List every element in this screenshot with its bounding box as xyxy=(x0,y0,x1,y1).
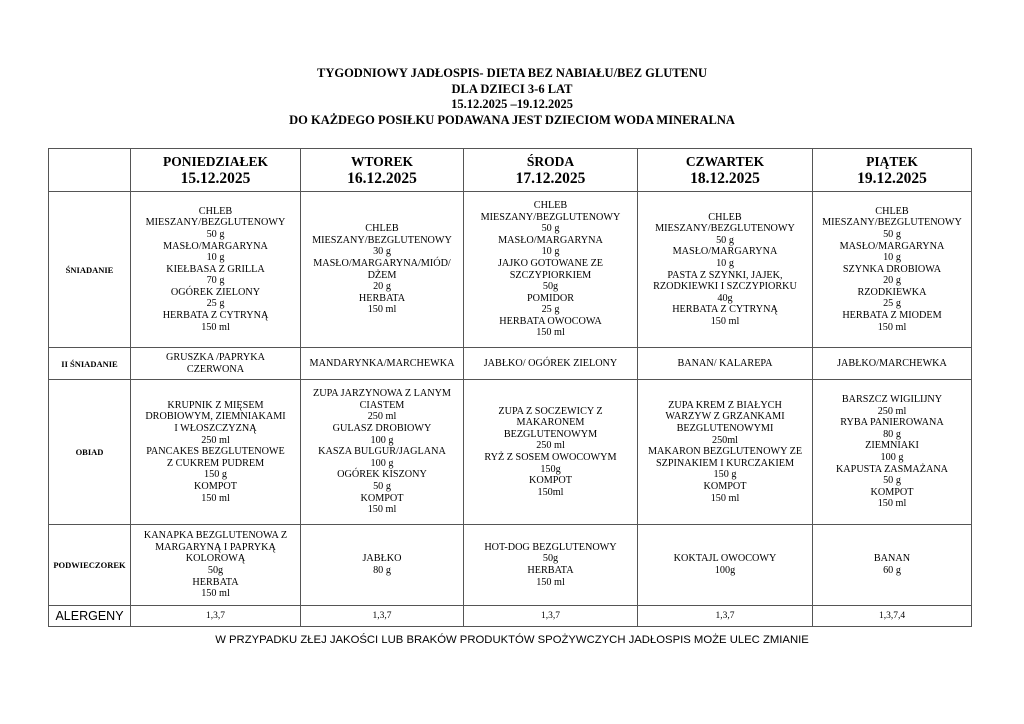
menu-item-line: KANAPKA BEZGLUTENOWA Z xyxy=(143,530,288,542)
menu-item-line: KOMPOT xyxy=(360,492,404,504)
menu-item-line: KAPUSTA ZASMAŻANA xyxy=(835,463,949,475)
menu-item-line: CHLEB xyxy=(533,199,568,211)
menu-item-line: 150 ml xyxy=(710,492,740,504)
menu-item-line: MIESZANY/BEZGLUTENOWY xyxy=(312,234,452,246)
meal-cell xyxy=(301,525,464,606)
menu-item-line: JABŁKO/MARCHEWKA xyxy=(837,357,947,369)
meal-cell xyxy=(638,192,813,348)
menu-item-line: KOMPOT xyxy=(528,475,573,487)
meal-cell xyxy=(638,525,813,606)
meal-cell xyxy=(813,380,972,525)
menu-item-line: HERBATA Z CYTRYNĄ xyxy=(162,310,269,322)
menu-item-line: MIESZANY/BEZGLUTENOWY xyxy=(655,223,795,235)
menu-item-line: OGÓREK KISZONY xyxy=(337,469,427,481)
menu-item-line: 250ml xyxy=(711,434,739,446)
meal-cell xyxy=(131,192,301,348)
menu-item-line: 150 ml xyxy=(877,498,907,510)
menu-item-line: 150 g xyxy=(713,469,737,481)
menu-item-line: 150 ml xyxy=(710,315,740,327)
meal-cell xyxy=(131,525,301,606)
menu-item-line: 10 g xyxy=(716,257,734,269)
day-date: 18.12.2025 xyxy=(690,170,760,187)
menu-item-line: 150 ml xyxy=(367,504,397,516)
menu-item-line: KOMPOT xyxy=(193,480,238,492)
menu-item-line: MAKARON BEZGLUTENOWY ZE xyxy=(647,446,803,458)
menu-item-line: ZIEMNIAKI xyxy=(865,440,919,452)
meal-row-breakfast xyxy=(49,192,972,348)
meal-row-afternoon-snack xyxy=(49,525,972,606)
menu-item-line: DROBIOWYM, ZIEMNIAKAMI xyxy=(145,411,286,423)
menu-item-line: 50 g xyxy=(373,480,391,492)
menu-item-line: 80 g xyxy=(373,565,391,576)
menu-item-line: MAKARONEM xyxy=(516,417,585,429)
meal-cell xyxy=(464,348,638,380)
menu-item-line: 20 g xyxy=(373,281,391,293)
menu-item-line: SZYNKA DROBIOWA xyxy=(842,263,942,275)
menu-item-line: 50 g xyxy=(541,223,560,235)
day-header-wed xyxy=(464,149,638,192)
menu-item-line: GULASZ DROBIOWY xyxy=(332,423,432,435)
day-date: 15.12.2025 xyxy=(180,170,251,187)
menu-item-line: HOT-DOG BEZGLUTENOWY xyxy=(484,541,617,553)
menu-item-line: 40g xyxy=(717,292,733,304)
menu-item-line: 150 ml xyxy=(201,588,230,600)
allergens-value: 1,3,7 xyxy=(301,606,464,627)
menu-item-line: KOMPOT xyxy=(870,486,914,498)
meal-cell xyxy=(301,348,464,380)
day-name: CZWARTEK xyxy=(685,154,765,169)
menu-item-line: 30 g xyxy=(373,246,391,258)
menu-item-line: 10 g xyxy=(883,252,901,264)
footer-note: W PRZYPADKU ZŁEJ JAKOŚCI LUB BRAKÓW PRODUKTÓW SPOŻYWCZYCH JADŁOSPIS MOŻE ULEC ZMIANIE xyxy=(215,634,809,646)
menu-item-line: 150 ml xyxy=(536,327,565,339)
menu-item-line: 250 ml xyxy=(877,405,907,417)
menu-item-line: PASTA Z SZYNKI, JAJEK, xyxy=(667,269,783,281)
menu-item-line: 50 g xyxy=(716,234,734,246)
menu-item-line: 250 ml xyxy=(201,434,230,446)
meal-cell xyxy=(131,380,301,525)
menu-item-line: DŻEM xyxy=(367,269,397,281)
menu-item-line: 100 g xyxy=(880,452,904,463)
meal-cell xyxy=(813,348,972,380)
menu-item-line: 25 g xyxy=(206,298,225,310)
menu-item-line: SZCZYPIORKIEM xyxy=(509,269,592,281)
menu-item-line: 150 ml xyxy=(201,492,230,504)
menu-item-line: RZODKIEWKA xyxy=(857,286,927,298)
menu-item-line: 70 g xyxy=(206,275,225,287)
header-age-group: DLA DZIECI 3-6 LAT xyxy=(451,81,573,96)
menu-item-line: OGÓREK ZIELONY xyxy=(170,286,261,298)
day-name: PONIEDZIAŁEK xyxy=(162,154,269,169)
meal-cell xyxy=(131,348,301,380)
menu-item-line: 50g xyxy=(207,565,224,576)
menu-item-line: MASŁO/MARGARYNA xyxy=(163,240,268,252)
menu-item-line: 50g xyxy=(542,281,559,293)
menu-item-line: BEZGLUTENOWYM xyxy=(503,428,598,440)
menu-item-line: 10 g xyxy=(541,246,560,258)
menu-item-line: 150 ml xyxy=(367,304,397,316)
day-name: PIĄTEK xyxy=(866,154,918,169)
menu-item-line: RYBA PANIEROWANA xyxy=(840,417,944,429)
menu-item-line: KOMPOT xyxy=(703,480,747,492)
menu-item-line: 150 ml xyxy=(536,576,565,588)
menu-item-line: MASŁO/MARGARYNA xyxy=(498,234,603,246)
menu-item-line: CZERWONA xyxy=(186,363,245,375)
menu-item-line: POMIDOR xyxy=(527,292,574,304)
menu-item-line: MIESZANY/BEZGLUTENOWY xyxy=(145,217,286,229)
meal-cell xyxy=(301,380,464,525)
header-water-note: DO KAŻDEGO POSIŁKU PODAWANA JEST DZIECIOM WODA MINERALNA xyxy=(289,112,735,127)
menu-item-line: CHLEB xyxy=(365,223,399,235)
meal-label: ŚNIADANIE xyxy=(49,192,131,348)
allergens-row xyxy=(49,606,972,627)
menu-item-line: PANCAKES BEZGLUTENOWE xyxy=(146,446,285,458)
menu-item-line: 250 ml xyxy=(367,411,397,423)
menu-item-line: 150 ml xyxy=(877,321,907,333)
meal-cell xyxy=(813,192,972,348)
menu-item-line: CHLEB xyxy=(875,205,909,217)
menu-item-line: MIESZANY/BEZGLUTENOWY xyxy=(822,217,962,229)
menu-item-line: MASŁO/MARGARYNA/MIÓD/ xyxy=(313,257,451,269)
menu-item-line: KRUPNIK Z MIĘSEM xyxy=(167,399,264,411)
menu-item-line: RZODKIEWKI I SZCZYPIORKU xyxy=(653,281,797,293)
allergens-value: 1,3,7 xyxy=(638,606,813,627)
allergens-label: ALERGENY xyxy=(49,606,131,627)
menu-item-line: SZPINAKIEM I KURCZAKIEM xyxy=(655,457,795,469)
menu-header xyxy=(0,66,1024,128)
menu-item-line: I WŁOSZCZYZNĄ xyxy=(174,423,257,435)
meal-row-lunch xyxy=(49,380,972,525)
menu-item-line: HERBATA OWOCOWA xyxy=(499,315,602,327)
menu-item-line: WARZYW Z GRZANKAMI xyxy=(665,411,785,423)
menu-item-line: KIEŁBASA Z GRILLA xyxy=(166,263,265,275)
menu-item-line: BANAN xyxy=(873,553,911,565)
day-header-mon xyxy=(131,149,301,192)
menu-item-line: KOKTAJL OWOCOWY xyxy=(673,553,777,565)
menu-table xyxy=(48,148,972,627)
menu-item-line: CIASTEM xyxy=(359,399,405,411)
day-header-fri xyxy=(813,149,972,192)
menu-item-line: 50 g xyxy=(883,475,901,487)
meal-label: II ŚNIADANIE xyxy=(49,348,131,380)
menu-item-line: CHLEB xyxy=(198,205,233,217)
allergens-value: 1,3,7 xyxy=(464,606,638,627)
meal-cell xyxy=(638,348,813,380)
menu-item-line: MANDARYNKA/MARCHEWKA xyxy=(309,357,455,369)
day-date: 16.12.2025 xyxy=(347,170,417,187)
menu-item-line: BANAN/ KALAREPA xyxy=(677,357,773,369)
day-name: WTOREK xyxy=(350,154,413,169)
day-header-tue xyxy=(301,149,464,192)
meal-row-second-breakfast xyxy=(49,348,972,380)
menu-item-line: 150 g xyxy=(204,469,227,481)
allergens-value: 1,3,7,4 xyxy=(813,606,972,627)
menu-item-line: ZUPA JARZYNOWA Z LANYM xyxy=(312,388,451,400)
menu-item-line: 20 g xyxy=(883,275,901,287)
menu-item-line: HERBATA Z MIODEM xyxy=(842,310,942,322)
meal-cell xyxy=(464,525,638,606)
menu-item-line: MARGARYNĄ I PAPRYKĄ xyxy=(155,541,276,553)
menu-item-line: JABŁKO xyxy=(362,553,402,565)
menu-item-line: 100 g xyxy=(370,434,394,446)
allergens-value: 1,3,7 xyxy=(131,606,301,627)
day-date: 19.12.2025 xyxy=(857,170,927,187)
meal-label: OBIAD xyxy=(49,380,131,525)
menu-item-line: 10 g xyxy=(206,252,225,264)
menu-item-line: 60 g xyxy=(883,565,901,576)
menu-item-line: 250 ml xyxy=(536,440,565,452)
menu-item-line: CHLEB xyxy=(708,211,742,223)
menu-item-line: ZUPA Z SOCZEWICY Z xyxy=(498,405,603,417)
menu-item-line: 80 g xyxy=(883,428,901,440)
menu-item-line: 150g xyxy=(540,463,561,475)
meal-cell xyxy=(464,380,638,525)
menu-item-line: ZUPA KREM Z BIAŁYCH xyxy=(668,399,782,411)
day-date: 17.12.2025 xyxy=(515,170,586,187)
menu-item-line: BEZGLUTENOWYMI xyxy=(676,423,774,435)
meal-cell xyxy=(301,192,464,348)
header-date-range: 15.12.2025 –19.12.2025 xyxy=(451,97,573,111)
menu-item-line: HERBATA xyxy=(358,292,406,304)
menu-item-line: 25 g xyxy=(541,304,560,316)
day-header-row xyxy=(49,149,972,192)
menu-item-line: HERBATA Z CYTRYNĄ xyxy=(672,304,778,316)
menu-item-line: 50g xyxy=(542,553,559,565)
menu-item-line: HERBATA xyxy=(527,565,574,576)
meal-cell xyxy=(464,192,638,348)
meal-label: PODWIECZOREK xyxy=(49,525,131,606)
menu-item-line: 100 g xyxy=(370,457,394,469)
menu-item-line: RYŻ Z SOSEM OWOCOWYM xyxy=(484,452,617,463)
menu-item-line: 50 g xyxy=(883,228,901,240)
menu-item-line: MIESZANY/BEZGLUTENOWY xyxy=(480,211,621,223)
day-header-thu xyxy=(638,149,813,192)
menu-item-line: 25 g xyxy=(883,298,901,310)
day-name: ŚRODA xyxy=(526,154,575,169)
menu-item-line: 150ml xyxy=(537,486,564,498)
meal-cell xyxy=(813,525,972,606)
menu-item-line: 50 g xyxy=(206,228,225,240)
menu-item-line: MASŁO/MARGARYNA xyxy=(839,240,945,252)
header-title: TYGODNIOWY JADŁOSPIS- DIETA BEZ NABIAŁU/BEZ GLUTENU xyxy=(316,66,707,80)
corner-cell xyxy=(49,149,131,192)
menu-item-line: JABŁKO/ OGÓREK ZIELONY xyxy=(483,357,618,369)
menu-item-line: 100g xyxy=(714,565,736,576)
menu-item-line: HERBATA xyxy=(192,576,239,588)
menu-item-line: JAJKO GOTOWANE ZE xyxy=(497,257,604,269)
menu-item-line: Z CUKREM PUDREM xyxy=(166,457,265,469)
menu-item-line: MASŁO/MARGARYNA xyxy=(672,246,778,258)
menu-item-line: BARSZCZ WIGILIJNY xyxy=(841,394,943,406)
menu-item-line: KOLOROWĄ xyxy=(185,553,246,565)
menu-item-line: 150 ml xyxy=(201,321,230,333)
menu-item-line: KASZA BULGUR/JAGLANA xyxy=(318,446,446,458)
meal-cell xyxy=(638,380,813,525)
menu-item-line: GRUSZKA /PAPRYKA xyxy=(166,351,265,363)
